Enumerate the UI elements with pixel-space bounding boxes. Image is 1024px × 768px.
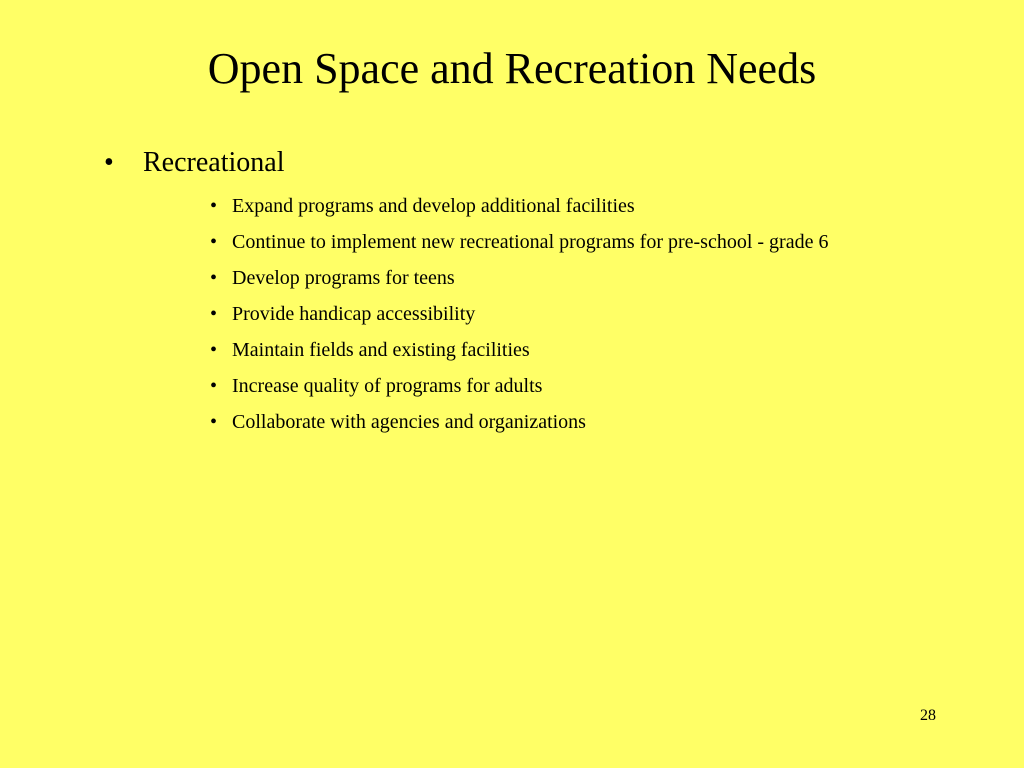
- sub-bullet-list: [210, 192, 930, 444]
- sub-bullet-item: [210, 228, 930, 256]
- sub-bullet-text: Collaborate with agencies and organizations: [232, 411, 586, 433]
- bullet-icon: •: [210, 195, 218, 217]
- sub-bullet-text: Expand programs and develop additional facilities: [232, 195, 635, 217]
- bullet-icon: •: [210, 267, 218, 289]
- sub-bullet-item: [210, 300, 930, 328]
- sub-bullet-text: Maintain fields and existing facilities: [232, 339, 530, 361]
- sub-bullet-item: [210, 408, 930, 436]
- sub-bullet-text: Increase quality of programs for adults: [232, 375, 543, 397]
- page-number: 28: [920, 707, 936, 724]
- sub-bullet-item: [210, 336, 930, 364]
- slide-title: Open Space and Recreation Needs: [207, 44, 817, 93]
- sub-bullet-text: Continue to implement new recreational programs for pre-school - grade 6: [232, 231, 829, 253]
- bullet-icon: •: [210, 411, 218, 433]
- bullet-icon: •: [210, 339, 218, 361]
- bullet-icon: •: [210, 375, 218, 397]
- sub-bullet-text: Develop programs for teens: [232, 267, 455, 289]
- sub-bullet-text: Provide handicap accessibility: [232, 303, 476, 325]
- sub-bullet-item: [210, 264, 930, 292]
- bullet-icon: •: [210, 231, 218, 253]
- sub-bullet-item: [210, 192, 930, 220]
- sub-bullet-item: [210, 372, 930, 400]
- bullet-label: Recreational: [143, 147, 285, 178]
- bullet-icon: •: [104, 147, 114, 178]
- bullet-icon: •: [210, 303, 218, 325]
